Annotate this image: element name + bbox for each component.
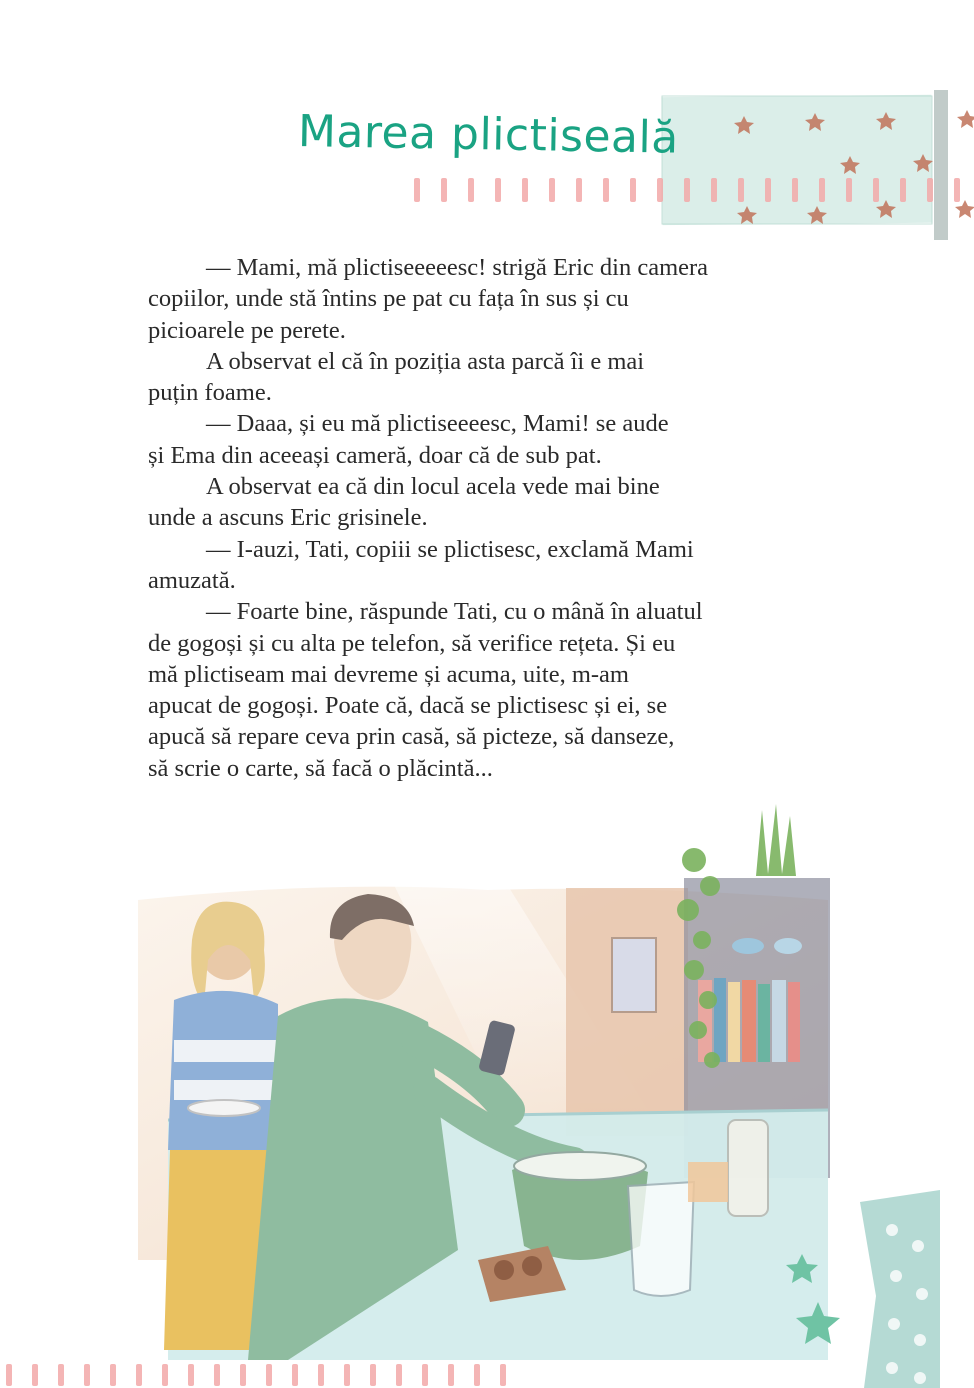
paragraph: — Mami, mă plictiseeeeesc! strigă Eric din camera copiilor, unde stă întins pe pat cu fața în sus și cu picioarele pe perete. [148,254,709,344]
page-title: Marea plictiseală [297,106,680,164]
paragraph: — Foarte bine, răspunde Tati, cu o mână în aluatul de gogoși și cu alta pe telefon, să verifice rețeta. Și eu mă plictiseam mai devreme și acuma, uite, m-am apucat de gogoși. Poate că, dacă se plictisesc și ei, se apucă să repare ceva prin casă, să picteze, să danseze, să scrie o carte, să facă o plăcintă... [148,598,703,782]
story-text [148,252,788,784]
tape-decoration [650,90,974,240]
paragraph: — I-auzi, Tati, copiii se plictisesc, exclamă Mami amuzată. [148,535,694,594]
mixing-bowl [512,1152,648,1260]
kitchen-illustration [128,790,838,1360]
wall-frame [612,938,656,1012]
paragraph: — Daaa, și eu mă plictiseeeesc, Mami! se aude și Ema din aceeași cameră, doar că de sub pat. [148,410,669,469]
ribbon-decoration [780,1190,974,1388]
stripe-divider [412,174,974,206]
stripe-divider-bottom [0,1360,530,1388]
paragraph: A observat ea că din locul acela vede mai bine unde a ascuns Eric grisinele. [148,473,660,532]
green-star-icon [786,1254,840,1344]
paragraph: A observat el că în poziția asta parcă îi e mai puțin foame. [148,347,645,407]
